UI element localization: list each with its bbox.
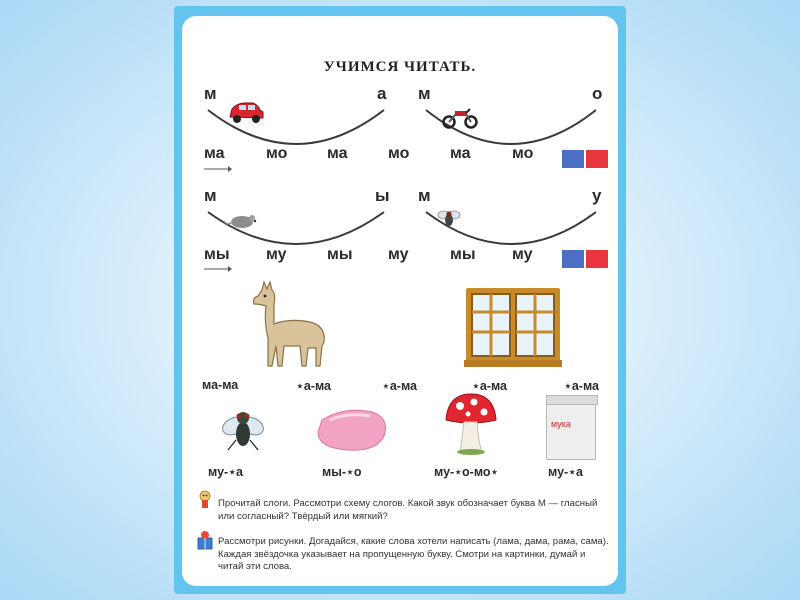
arc-start-letter: м (418, 84, 431, 103)
syllable: ма (450, 145, 471, 162)
word: ⋆а-ма (472, 379, 507, 393)
book-character-icon (196, 530, 214, 552)
consonant-square (562, 250, 584, 268)
syllable: ма (327, 145, 348, 162)
fly-picture (218, 402, 268, 454)
arc-start-letter: м (204, 186, 217, 205)
word: ⋆а-ма (382, 379, 417, 393)
reading-arrow-icon (204, 266, 232, 272)
syllable: мы (204, 246, 230, 263)
reading-arrow-icon (204, 166, 232, 172)
word: му-⋆а (548, 465, 583, 479)
arc-start-letter: м (418, 186, 431, 205)
arc-end-letter: ы (375, 186, 390, 205)
word: ма-ма (202, 378, 239, 392)
llama-icon (250, 282, 330, 370)
word: мы-⋆о (322, 465, 362, 479)
word: ⋆а-ма (564, 379, 599, 393)
pencil-character-icon (196, 490, 214, 510)
flour-label: мука (551, 419, 571, 429)
syllable: му (266, 246, 287, 263)
syllable: мы (327, 246, 353, 263)
word: му-⋆о-мо⋆ (434, 465, 499, 479)
vowel-square (586, 250, 608, 268)
instruction-text: Прочитай слоги. Рассмотри схему слогов. Какой звук обозначает буква М — гласный или согласный? Твёрдый или мягкий? (218, 498, 598, 522)
arc-start-letter: м (204, 84, 217, 103)
mushroom-icon (444, 392, 498, 458)
arc-end-letter: у (592, 186, 602, 205)
syllable: мо (512, 145, 534, 162)
arc-end-letter: а (377, 84, 387, 103)
syllable: мо (266, 145, 288, 162)
motorcycle-icon (442, 106, 478, 130)
flour-bag-top (546, 395, 598, 405)
page-sheet (182, 16, 618, 586)
vowel-square (586, 150, 608, 168)
car-icon (227, 100, 265, 126)
instruction-text: Рассмотри рисунки. Догадайся, какие слова хотели написать (лама, дама, рама, сама). Каждая звёздочка указывает на пропущенную букву. Смотри на картинки, думай и читай эти слова. (218, 536, 609, 572)
book-page (174, 6, 626, 594)
syllable: мо (388, 145, 410, 162)
window-icon (464, 286, 562, 368)
fly-icon (436, 208, 462, 228)
soap-icon (314, 406, 390, 454)
flour-bag-icon (546, 400, 596, 460)
arc-end-letter: о (592, 84, 603, 103)
word: му-⋆а (208, 465, 243, 479)
page-title: УЧИМСЯ ЧИТАТЬ. (323, 59, 477, 75)
mouse-icon (224, 212, 258, 230)
syllable: му (388, 246, 409, 263)
syllable: ма (204, 145, 225, 162)
word: ⋆а-ма (296, 379, 331, 393)
syllable: мы (450, 246, 476, 263)
consonant-square (562, 150, 584, 168)
syllable: му (512, 246, 533, 263)
